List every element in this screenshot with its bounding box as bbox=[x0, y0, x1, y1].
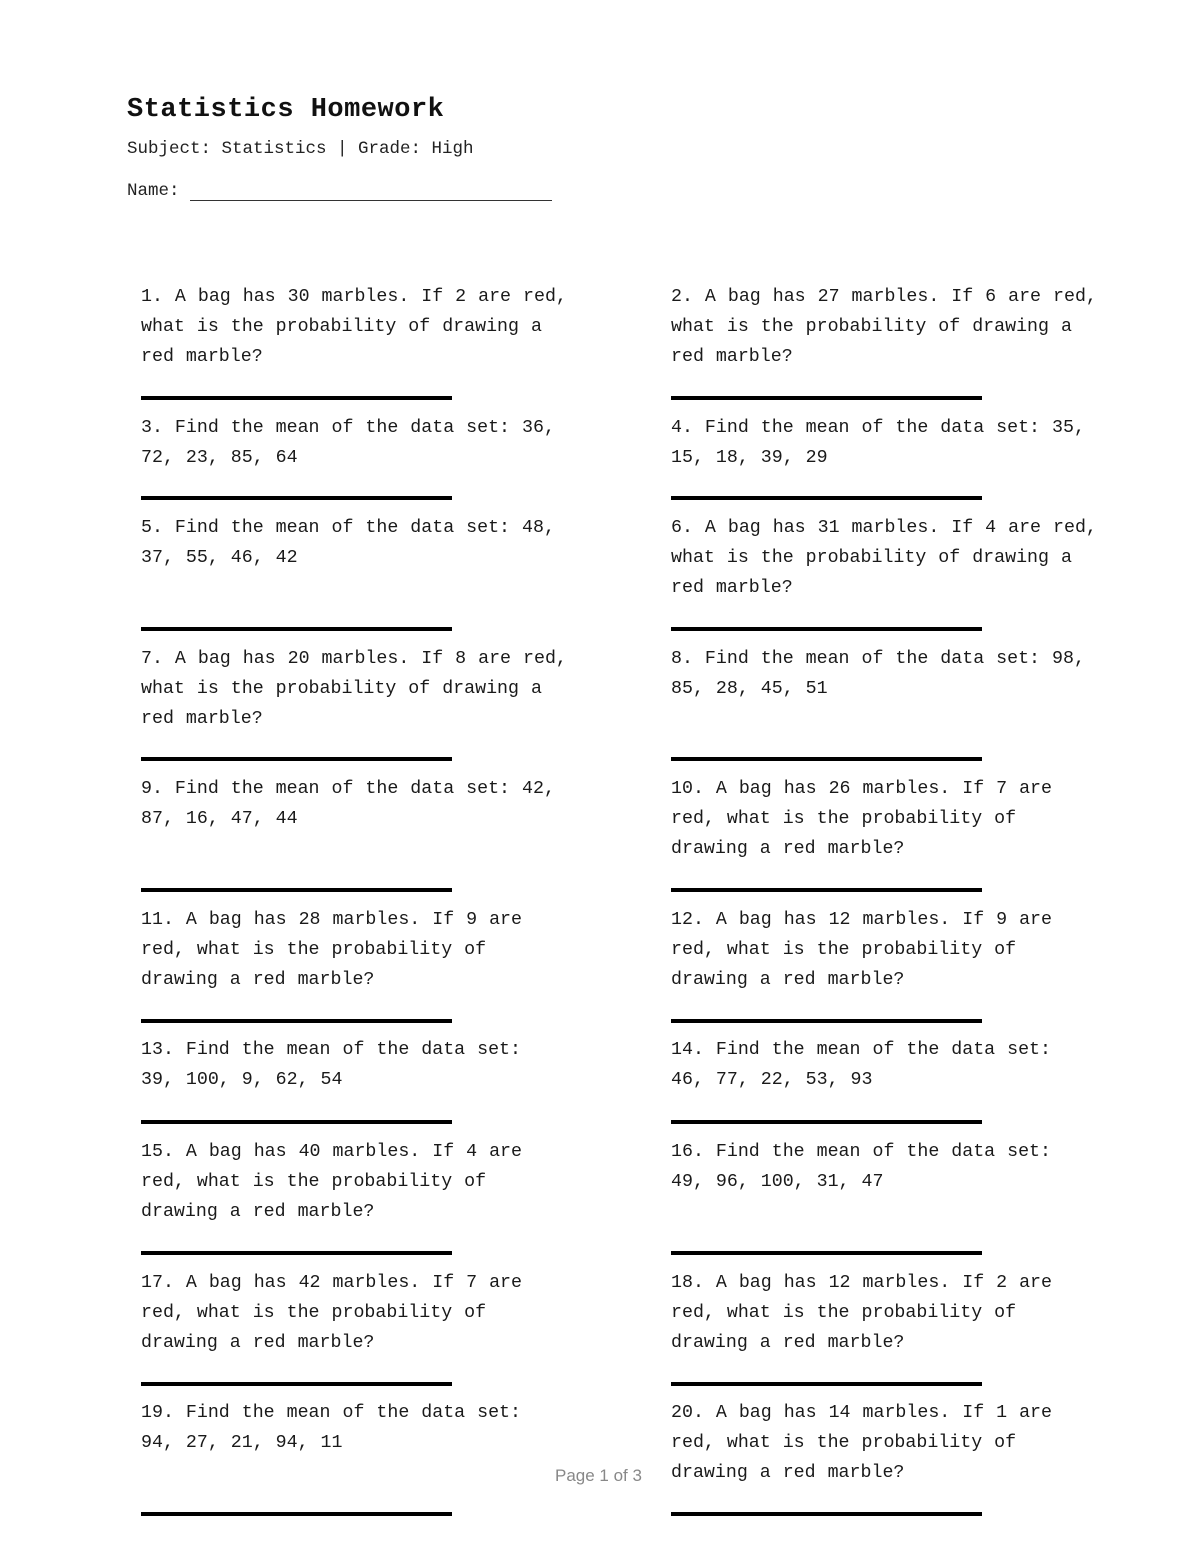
answer-line-16[interactable] bbox=[671, 1251, 982, 1255]
problem-20 bbox=[671, 1399, 1091, 1488]
worksheet-subtitle: Subject: Statistics | Grade: High bbox=[127, 139, 474, 159]
name-field-row bbox=[127, 181, 552, 201]
problem-12 bbox=[671, 906, 1091, 995]
problem-text: 1. A bag has 30 marbles. If 2 are red, what is the probability of drawing a red marble? bbox=[141, 287, 567, 367]
answer-line-3[interactable] bbox=[141, 496, 452, 500]
problem-text: 15. A bag has 40 marbles. If 4 are red, what is the probability of drawing a red marble? bbox=[141, 1142, 522, 1222]
problem-text: 9. Find the mean of the data set: 42, 87, 16, 47, 44 bbox=[141, 779, 555, 829]
problem-16 bbox=[671, 1138, 1071, 1198]
problem-18 bbox=[671, 1269, 1091, 1358]
answer-line-12[interactable] bbox=[671, 1019, 982, 1023]
answer-line-18[interactable] bbox=[671, 1382, 982, 1386]
problem-text: 3. Find the mean of the data set: 36, 72, 23, 85, 64 bbox=[141, 418, 555, 468]
answer-line-10[interactable] bbox=[671, 888, 982, 892]
problem-1 bbox=[141, 283, 571, 372]
answer-line-4[interactable] bbox=[671, 496, 982, 500]
problem-8 bbox=[671, 645, 1101, 705]
problem-text: 20. A bag has 14 marbles. If 1 are red, what is the probability of drawing a red marble? bbox=[671, 1403, 1052, 1483]
problem-10 bbox=[671, 775, 1091, 864]
answer-line-9[interactable] bbox=[141, 888, 452, 892]
problem-13 bbox=[141, 1036, 541, 1096]
problem-7 bbox=[141, 645, 571, 734]
problem-3 bbox=[141, 414, 571, 474]
problem-9 bbox=[141, 775, 571, 835]
problem-19 bbox=[141, 1399, 541, 1459]
problem-text: 7. A bag has 20 marbles. If 8 are red, what is the probability of drawing a red marble? bbox=[141, 649, 567, 729]
answer-line-14[interactable] bbox=[671, 1120, 982, 1124]
name-blank-line[interactable] bbox=[190, 182, 552, 201]
problem-text: 12. A bag has 12 marbles. If 9 are red, what is the probability of drawing a red marble? bbox=[671, 910, 1052, 990]
problem-15 bbox=[141, 1138, 561, 1227]
problem-text: 19. Find the mean of the data set: 94, 27, 21, 94, 11 bbox=[141, 1403, 521, 1453]
problem-text: 8. Find the mean of the data set: 98, 85, 28, 45, 51 bbox=[671, 649, 1085, 699]
problem-text: 18. A bag has 12 marbles. If 2 are red, what is the probability of drawing a red marble? bbox=[671, 1273, 1052, 1353]
problem-text: 5. Find the mean of the data set: 48, 37, 55, 46, 42 bbox=[141, 518, 555, 568]
problem-6 bbox=[671, 514, 1101, 603]
problem-text: 4. Find the mean of the data set: 35, 15, 18, 39, 29 bbox=[671, 418, 1085, 468]
problem-text: 2. A bag has 27 marbles. If 6 are red, what is the probability of drawing a red marble? bbox=[671, 287, 1097, 367]
worksheet-title: Statistics Homework bbox=[127, 95, 445, 125]
problem-14 bbox=[671, 1036, 1071, 1096]
answer-line-11[interactable] bbox=[141, 1019, 452, 1023]
answer-line-2[interactable] bbox=[671, 396, 982, 400]
answer-line-20[interactable] bbox=[671, 1512, 982, 1516]
problem-text: 10. A bag has 26 marbles. If 7 are red, what is the probability of drawing a red marble? bbox=[671, 779, 1052, 859]
answer-line-6[interactable] bbox=[671, 627, 982, 631]
problem-text: 11. A bag has 28 marbles. If 9 are red, what is the probability of drawing a red marble? bbox=[141, 910, 522, 990]
answer-line-5[interactable] bbox=[141, 627, 452, 631]
problem-text: 16. Find the mean of the data set: 49, 96, 100, 31, 47 bbox=[671, 1142, 1051, 1192]
answer-line-7[interactable] bbox=[141, 757, 452, 761]
problem-4 bbox=[671, 414, 1101, 474]
problem-5 bbox=[141, 514, 571, 574]
problem-11 bbox=[141, 906, 561, 995]
problem-17 bbox=[141, 1269, 561, 1358]
problem-text: 17. A bag has 42 marbles. If 7 are red, what is the probability of drawing a red marble? bbox=[141, 1273, 522, 1353]
answer-line-17[interactable] bbox=[141, 1382, 452, 1386]
page-number: Page 1 of 3 bbox=[555, 1466, 642, 1485]
answer-line-1[interactable] bbox=[141, 396, 452, 400]
problem-2 bbox=[671, 283, 1101, 372]
answer-line-19[interactable] bbox=[141, 1512, 452, 1516]
answer-line-13[interactable] bbox=[141, 1120, 452, 1124]
answer-line-8[interactable] bbox=[671, 757, 982, 761]
problem-text: 6. A bag has 31 marbles. If 4 are red, what is the probability of drawing a red marble? bbox=[671, 518, 1097, 598]
problem-text: 14. Find the mean of the data set: 46, 77, 22, 53, 93 bbox=[671, 1040, 1051, 1090]
problem-text: 13. Find the mean of the data set: 39, 100, 9, 62, 54 bbox=[141, 1040, 521, 1090]
answer-line-15[interactable] bbox=[141, 1251, 452, 1255]
name-label: Name: bbox=[127, 181, 180, 201]
